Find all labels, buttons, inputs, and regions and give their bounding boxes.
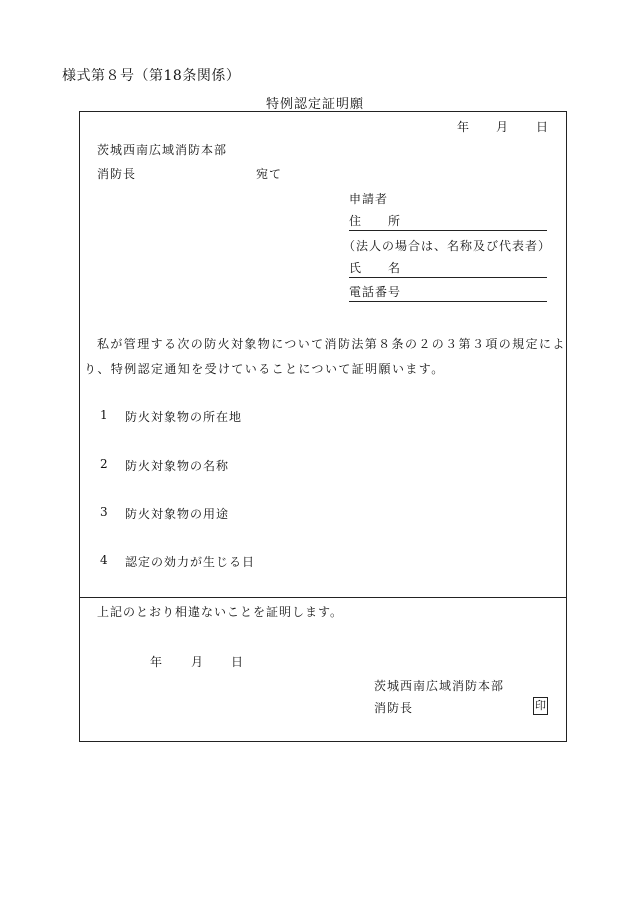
body-text-line1: 私が管理する次の防火対象物について消防法第８条の２の３第３項の規定によ xyxy=(97,337,566,351)
section-divider xyxy=(79,597,567,598)
addressee-org: 茨城西南広域消防本部 xyxy=(97,143,228,157)
date-day-label: 日 xyxy=(536,120,550,134)
item-2-number: 2 xyxy=(100,457,109,471)
cert-date-month-label: 月 xyxy=(191,655,205,669)
certifier-org: 茨城西南広域消防本部 xyxy=(374,679,505,693)
cert-date-day-label: 日 xyxy=(231,655,245,669)
date-month-label: 月 xyxy=(496,120,510,134)
item-1-label: 防火対象物の所在地 xyxy=(125,410,243,424)
body-text-line2: り、特例認定通知を受けていることについて証明願います。 xyxy=(84,362,445,376)
address-field[interactable] xyxy=(349,212,547,231)
name-label: 氏 名 xyxy=(349,261,402,275)
form-title: 特例認定証明願 xyxy=(265,97,364,112)
item-2-label: 防火対象物の名称 xyxy=(125,459,230,473)
seal-mark: 印 xyxy=(533,697,548,715)
address-label: 住 所 xyxy=(349,214,402,228)
applicant-heading: 申請者 xyxy=(349,192,389,206)
form-number: 様式第８号（第18条関係） xyxy=(62,68,241,84)
cert-date-year-label: 年 xyxy=(150,655,164,669)
addressee-title: 消防長 xyxy=(97,167,137,181)
certification-statement: 上記のとおり相違ないことを証明します。 xyxy=(97,605,344,619)
phone-label: 電話番号 xyxy=(349,285,402,299)
corporate-note: （法人の場合は、名称及び代表者） xyxy=(343,239,552,253)
addressee-suffix: 宛て xyxy=(256,167,283,181)
form-frame xyxy=(79,111,567,742)
item-4-number: 4 xyxy=(100,553,109,567)
name-field[interactable] xyxy=(349,259,547,278)
item-3-number: 3 xyxy=(100,505,109,519)
date-year-label: 年 xyxy=(457,120,471,134)
item-3-label: 防火対象物の用途 xyxy=(125,507,230,521)
phone-field[interactable] xyxy=(349,283,547,302)
item-4-label: 認定の効力が生じる日 xyxy=(125,555,256,569)
certifier-title: 消防長 xyxy=(374,701,414,715)
item-1-number: 1 xyxy=(100,408,109,422)
